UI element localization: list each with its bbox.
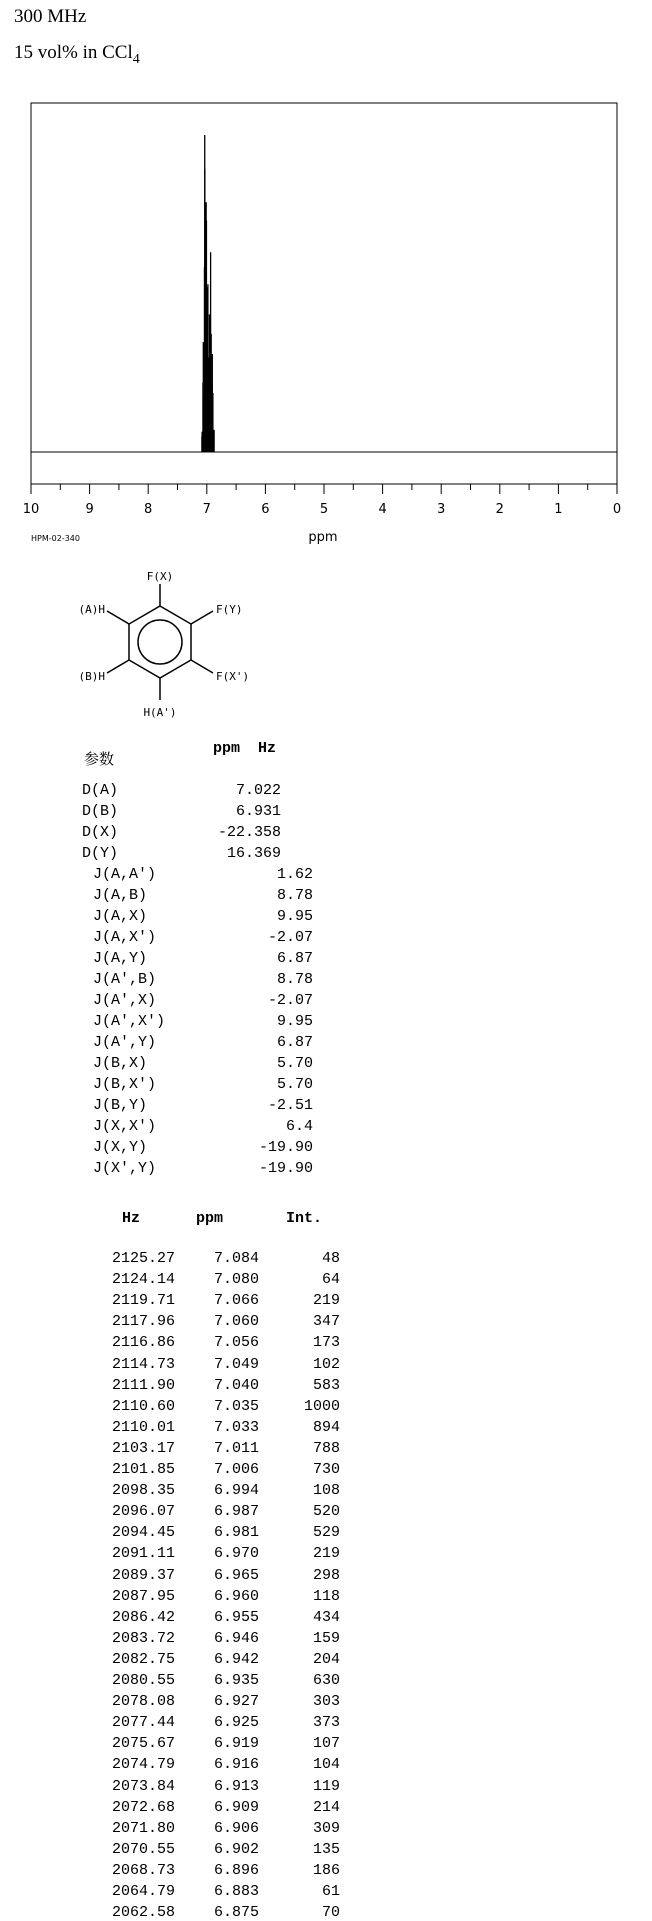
peak-ppm: 6.913: [213, 1777, 259, 1795]
param-name: J(A,X): [93, 908, 148, 925]
param-name: J(A',X): [93, 992, 157, 1009]
peak-int: 520: [312, 1503, 340, 1521]
peak-hz: 2124.14: [111, 1271, 175, 1289]
param-value: 6.87: [276, 1034, 313, 1051]
x-axis-label: ppm: [308, 530, 338, 545]
peak-ppm: 6.946: [213, 1629, 259, 1647]
atom-label-ah: (A)H: [78, 603, 105, 616]
aromatic-circle: [138, 620, 182, 664]
param-name: J(A,X'): [93, 929, 157, 946]
bond-fx2: [191, 660, 213, 673]
peak-ppm: 6.919: [213, 1735, 259, 1753]
peak-ppm: 7.060: [213, 1313, 259, 1331]
peak-ppm: 6.935: [213, 1672, 259, 1689]
param-name: D(X): [82, 824, 119, 841]
params-header-label: 参数: [84, 750, 115, 768]
x-tick-label: 5: [319, 502, 329, 517]
peak-ppm: 7.049: [213, 1355, 259, 1373]
peak-ppm: 6.942: [213, 1650, 259, 1668]
peak-header-int: Int.: [286, 1210, 323, 1227]
peak-lines: [202, 135, 214, 452]
peak-ppm: 7.040: [213, 1376, 259, 1394]
peak-ppm: 7.066: [213, 1292, 259, 1310]
peak-int: 159: [312, 1629, 340, 1647]
peak-int: 61: [321, 1883, 340, 1900]
peak-ppm: 6.916: [213, 1756, 259, 1774]
x-tick-label: 1: [554, 502, 563, 517]
peak-hz: 2077.44: [111, 1714, 175, 1732]
peak-hz: 2086.42: [111, 1608, 175, 1626]
peak-int: 186: [312, 1861, 340, 1879]
peak-int: 108: [312, 1482, 340, 1500]
peak-ppm: 6.960: [213, 1587, 259, 1605]
peak-ppm: 7.056: [213, 1334, 259, 1352]
param-value: 5.70: [276, 1055, 313, 1072]
solvent-label: [14, 42, 140, 68]
peak-ppm: 7.084: [213, 1250, 259, 1267]
atom-label-fy: F(Y): [216, 603, 243, 616]
peak-int: 102: [312, 1355, 340, 1373]
peak-ppm: 6.896: [213, 1861, 259, 1879]
param-name: J(A,Y): [93, 950, 148, 967]
param-value: 7.022: [235, 782, 281, 799]
x-tick-label: 0: [612, 502, 622, 517]
param-value: 9.95: [276, 908, 313, 925]
peak-int: 434: [312, 1608, 340, 1626]
param-value: 9.95: [276, 1013, 313, 1030]
param-name: D(Y): [82, 845, 119, 862]
peak-hz: 2091.11: [111, 1545, 175, 1563]
peak-int: 630: [312, 1672, 340, 1689]
param-value: -2.07: [267, 929, 313, 946]
peak-int: 64: [321, 1271, 340, 1289]
peak-header-hz: Hz: [122, 1210, 141, 1227]
peak-hz: 2082.75: [111, 1650, 175, 1668]
param-name: J(B,X): [93, 1055, 148, 1072]
peak-int: 118: [312, 1587, 340, 1605]
peak-hz: 2098.35: [111, 1482, 175, 1500]
peak-ppm: 6.965: [213, 1566, 259, 1584]
peak-hz: 2062.58: [111, 1904, 175, 1921]
peak-ppm: 6.955: [213, 1608, 259, 1626]
peak-int: 347: [312, 1313, 340, 1331]
peak-hz: 2096.07: [111, 1503, 175, 1521]
param-name: J(B,Y): [93, 1097, 148, 1114]
peak-hz: 2064.79: [111, 1883, 175, 1900]
peak-int: 730: [312, 1461, 340, 1478]
param-value: -22.358: [217, 824, 281, 841]
peak-hz: 2117.96: [111, 1313, 175, 1331]
param-name: D(B): [82, 803, 119, 820]
param-value: 8.78: [276, 887, 313, 904]
peak-hz: 2068.73: [111, 1861, 175, 1879]
param-name: J(A',X'): [93, 1013, 166, 1030]
peak-ppm: 7.006: [213, 1461, 259, 1478]
x-tick-label: 8: [144, 502, 153, 517]
peak-int: 219: [312, 1545, 340, 1563]
spectrum-code: HPM-02-340: [31, 534, 80, 543]
param-value: 6.4: [285, 1118, 313, 1135]
param-name: J(X,X'): [93, 1118, 157, 1135]
peak-int: 107: [312, 1735, 340, 1753]
param-name: J(A',Y): [93, 1034, 157, 1051]
peak-ppm: 6.906: [213, 1819, 259, 1837]
peak-ppm: 6.909: [213, 1798, 259, 1816]
param-value: 6.87: [276, 950, 313, 967]
param-value: 1.62: [276, 866, 313, 883]
peak-int: 135: [312, 1840, 340, 1858]
param-name: J(B,X'): [93, 1076, 157, 1093]
peak-hz: 2074.79: [111, 1756, 175, 1774]
peak-ppm: 6.883: [213, 1883, 259, 1900]
peak-hz: 2125.27: [111, 1250, 175, 1267]
x-tick-label: 9: [85, 502, 94, 517]
param-name: J(A',B): [93, 971, 157, 988]
peak-ppm: 6.994: [213, 1482, 259, 1500]
peak-hz: 2094.45: [111, 1524, 175, 1542]
bond-bh: [107, 660, 129, 673]
param-value: 16.369: [226, 845, 281, 862]
peak-hz: 2110.01: [111, 1418, 175, 1436]
peak-ppm: 6.987: [213, 1503, 259, 1521]
peak-int: 48: [321, 1250, 340, 1267]
peak-hz: 2073.84: [111, 1777, 175, 1795]
peak-int: 173: [312, 1334, 340, 1352]
atom-label-bh: (B)H: [78, 670, 105, 683]
peak-ppm: 6.902: [213, 1840, 259, 1858]
peak-ppm: 6.927: [213, 1693, 259, 1711]
peak-ppm: 7.033: [213, 1418, 259, 1436]
params-header-units: ppm Hz: [213, 740, 277, 757]
x-axis-ticks: [23, 484, 621, 517]
x-tick-label: 2: [495, 502, 504, 517]
peak-int: 219: [312, 1292, 340, 1310]
peak-int: 298: [312, 1566, 340, 1584]
peak-hz: 2089.37: [111, 1566, 175, 1584]
peak-hz: 2087.95: [111, 1587, 175, 1605]
peak-ppm: 6.981: [213, 1524, 259, 1542]
solvent-subscript: 4: [132, 51, 140, 67]
peak-int: 583: [312, 1376, 340, 1394]
peak-int: 894: [312, 1418, 340, 1436]
peak-int: 788: [312, 1439, 340, 1457]
peak-ppm: 7.011: [213, 1439, 259, 1457]
peak-header-ppm: ppm: [196, 1210, 224, 1227]
peak-hz: 2101.85: [111, 1461, 175, 1478]
x-tick-label: 3: [437, 502, 446, 517]
peak-hz: 2114.73: [111, 1355, 175, 1373]
param-value: -2.07: [267, 992, 313, 1009]
peak-hz: 2070.55: [111, 1840, 175, 1858]
peak-int: 204: [312, 1650, 340, 1668]
nmr-spectrum-chart: [0, 95, 652, 555]
param-value: -2.51: [267, 1097, 313, 1114]
param-name: J(X,Y): [93, 1139, 148, 1156]
bond-fy: [191, 611, 213, 624]
param-name: J(A,A'): [93, 866, 157, 883]
param-value: 5.70: [276, 1076, 313, 1093]
param-name: J(A,B): [93, 887, 148, 904]
peak-hz: 2116.86: [111, 1334, 175, 1352]
x-tick-label: 7: [202, 502, 211, 517]
param-name: D(A): [82, 782, 119, 799]
x-tick-label: 4: [378, 502, 387, 517]
peak-hz: 2075.67: [111, 1735, 175, 1753]
solvent-text: 15 vol% in CCl: [14, 42, 133, 63]
param-name: J(X',Y): [93, 1160, 157, 1177]
bond-ah: [107, 611, 129, 624]
frequency-label: 300 MHz: [14, 6, 87, 27]
peak-int: 214: [312, 1798, 340, 1816]
peak-int: 1000: [303, 1397, 340, 1415]
peak-ppm: 6.925: [213, 1714, 259, 1732]
peak-hz: 2072.68: [111, 1798, 175, 1816]
peak-hz: 2078.08: [111, 1693, 175, 1711]
param-value: -19.90: [258, 1160, 313, 1177]
peak-hz: 2083.72: [111, 1629, 175, 1647]
peak-hz: 2110.60: [111, 1397, 175, 1415]
plot-frame: [31, 103, 617, 484]
peak-hz: 2119.71: [111, 1292, 175, 1310]
peak-hz: 2111.90: [111, 1376, 175, 1394]
peak-int: 529: [312, 1524, 340, 1542]
peak-int: 303: [312, 1693, 340, 1711]
x-tick-label: 10: [22, 502, 40, 517]
peak-ppm: 7.035: [213, 1397, 259, 1415]
param-value: 8.78: [276, 971, 313, 988]
atom-label-ha2: H(A'): [143, 706, 177, 719]
peak-int: 104: [312, 1756, 340, 1774]
peak-hz: 2071.80: [111, 1819, 175, 1837]
peak-ppm: 6.970: [213, 1545, 259, 1563]
param-value: -19.90: [258, 1139, 313, 1156]
peak-int: 70: [321, 1904, 340, 1921]
x-tick-label: 6: [261, 502, 270, 517]
peak-ppm: 6.875: [213, 1904, 259, 1921]
atom-label-fx2: F(X'): [216, 670, 250, 683]
peak-int: 119: [312, 1777, 340, 1795]
peak-ppm: 7.080: [213, 1271, 259, 1289]
param-value: 6.931: [235, 803, 281, 820]
peak-hz: 2080.55: [111, 1672, 175, 1689]
atom-label-fx: F(X): [146, 570, 174, 583]
peak-int: 309: [312, 1819, 340, 1837]
molecule-structure: [60, 566, 280, 736]
peak-hz: 2103.17: [111, 1439, 175, 1457]
peak-int: 373: [312, 1714, 340, 1732]
